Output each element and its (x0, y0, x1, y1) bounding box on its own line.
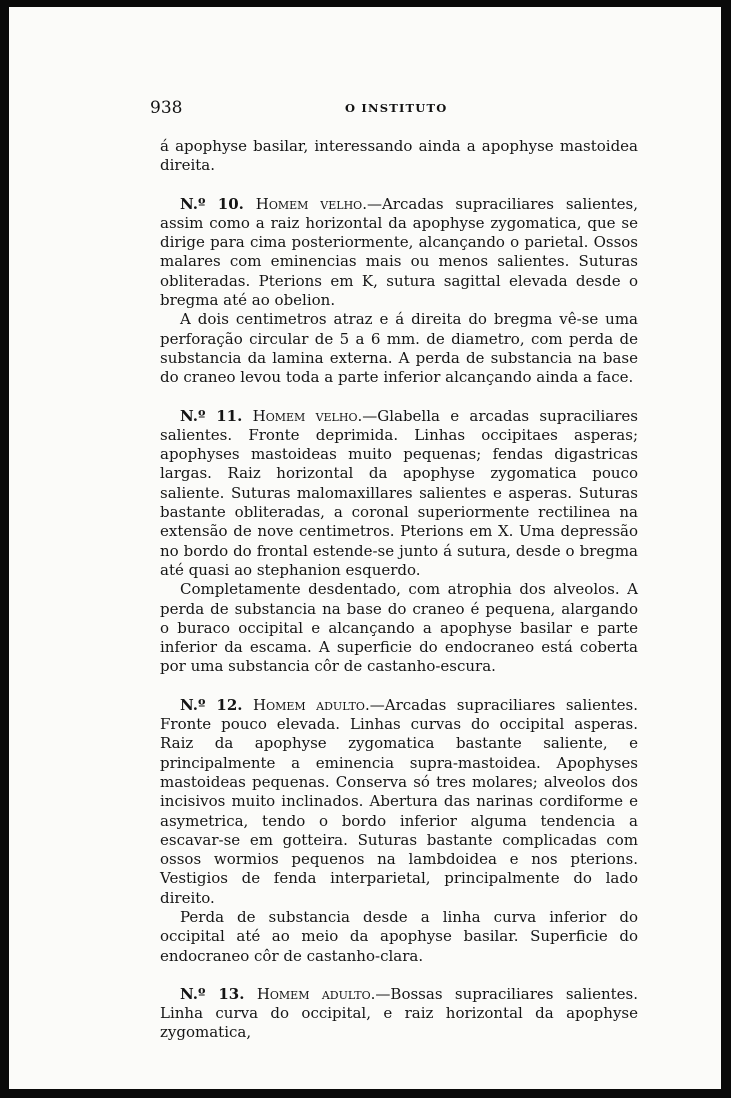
entry-lead-text: —Glabella e arcadas supraciliares salientes. Fronte deprimida. Linhas occipitaes asperas; apophyses mastoideas muito pequenas; fendas digastricas largas. Raiz horizontal da apophyse zygomatica pouco saliente. Suturas malomaxillares salientes e asperas. Suturas bastante obliteradas, a coronal superiormente rectilinea na extensão de nove centimetros. Pterions em X. Uma depressão no bordo do frontal estende-se junto á sutura, desde o bregma até quasi ao stephanion esquerdo. (160, 406, 638, 579)
entry-paragraph: Perda de substancia desde a linha curva inferior do occipital até ao meio da apophyse basilar. Superficie do endocraneo côr de castanho-clara. (160, 907, 638, 965)
entry-number: N.º 13. (180, 984, 245, 1003)
entry-lead-paragraph (160, 195, 638, 311)
body-text (160, 137, 638, 1043)
journal-title: O INSTITUTO (345, 101, 448, 115)
entry-subject: Homem adulto. (253, 695, 370, 714)
entry-lead-paragraph (160, 985, 638, 1043)
entry-number: N.º 10. (180, 194, 244, 213)
entry-paragraph: A dois centimetros atraz e á direita do bregma vê-se uma perforação circular de 5 a 6 mm. de diametro, com perda de substancia da lamina externa. A perda de substancia na base do craneo levou toda a parte inferior alcançando ainda a face. (160, 310, 638, 387)
entry-paragraph: Completamente desdentado, com atrophia dos alveolos. A perda de substancia na base do craneo é pequena, alargando o buraco occipital e alcançando a apophyse basilar e parte inferior da escama. A superficie do endocraneo está coberta por uma substancia côr de castanho-escura. (160, 580, 638, 676)
entry-subject: Homem velho. (252, 406, 363, 425)
entry-lead-paragraph (160, 407, 638, 581)
entry-number: N.º 12. (180, 695, 243, 714)
entry-10 (160, 195, 638, 388)
entry-lead-text: —Arcadas supraciliares salientes. Fronte pouco elevada. Linhas curvas do occipital asperas. Raiz da apophyse zygomatica bastante saliente, e principalmente a eminencia supra-mastoidea. Apophyses mastoideas pequenas. Conserva só tres molares; alveolos dos incisivos muito inclinados. Abertura das narinas cordiforme e asymetrica, tendo o bordo inferior alguma tendencia a escavar-se em gotteira. Suturas bastante complicadas com ossos wormios pequenos na lambdoidea e nos pterions. Vestigios de fenda interparietal, principalmente do lado direito. (160, 695, 638, 907)
running-header (150, 98, 640, 122)
entry-11 (160, 407, 638, 677)
book-page (9, 7, 721, 1089)
entry-lead-text: —Bossas supraciliares salientes. Linha curva do occipital, e raiz horizontal da apophyse zygomatica, (160, 984, 638, 1042)
entry-subject: Homem velho. (255, 194, 367, 213)
entry-subject: Homem adulto. (256, 984, 376, 1003)
entry-13 (160, 985, 638, 1043)
entry-12 (160, 696, 638, 966)
entry-lead-paragraph (160, 696, 638, 908)
page-number: 938 (150, 98, 183, 118)
entry-lead-text: —Arcadas supraciliares salientes, assim como a raiz horizontal da apophyse zygomatica, que se dirige para cima posteriormente, alcançando o parietal. Ossos malares com eminencias mais ou menos salientes. Suturas obliteradas. Pterions em K, sutura sagittal elevada desde o bregma até ao obelion. (160, 194, 638, 310)
entry-number: N.º 11. (180, 406, 243, 425)
intro-paragraph: á apophyse basilar, interessando ainda a apophyse mastoidea direita. (160, 137, 638, 175)
